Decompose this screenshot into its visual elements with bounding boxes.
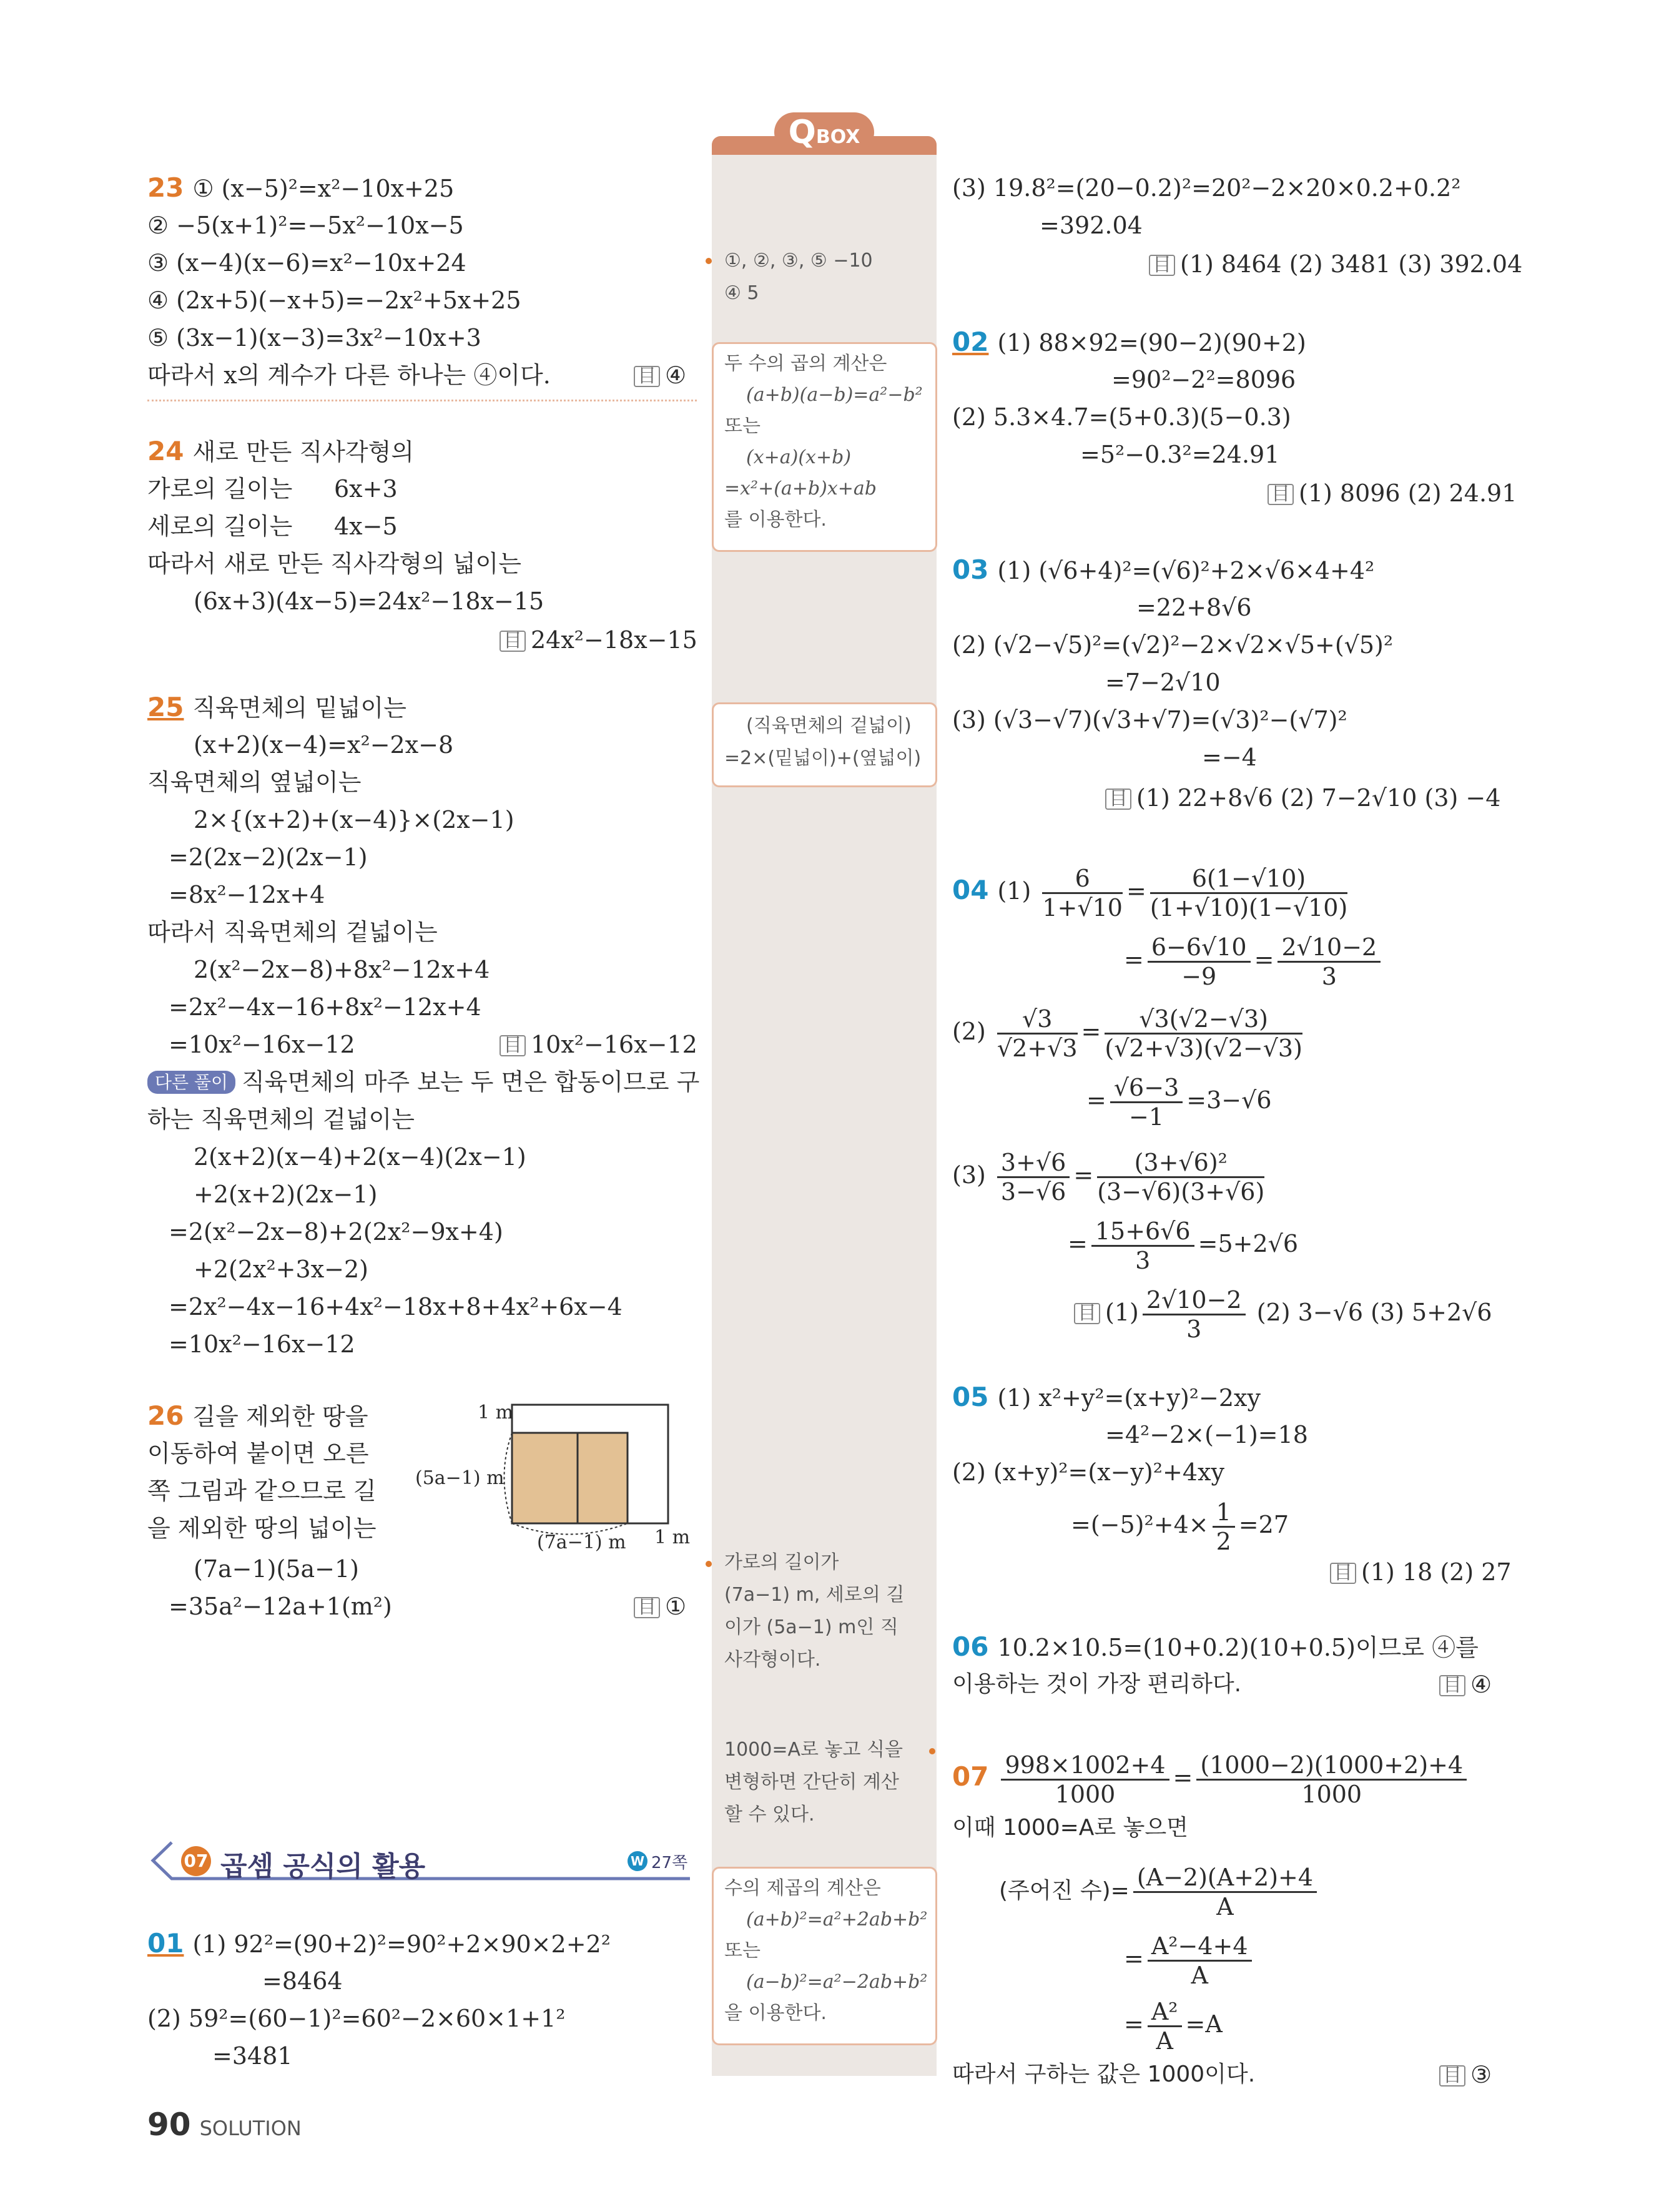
numerator: (3+√6)² bbox=[1097, 1149, 1264, 1178]
land-figure bbox=[412, 1398, 693, 1561]
answer-box-icon: 目 bbox=[1149, 255, 1175, 276]
tip-5-line-1: 1000=A로 놓고 식을 bbox=[724, 1739, 903, 1761]
numerator: 2√10−2 bbox=[1277, 933, 1381, 963]
tip-3-line-2: =2×(밑넓이)+(옆넓이) bbox=[724, 747, 922, 769]
numerator: 6(1−√10) bbox=[1150, 865, 1347, 894]
answer-box-icon: 目 bbox=[634, 1597, 660, 1618]
problem-24-text-1: 새로 만든 직사각형의 bbox=[192, 438, 414, 466]
tip-2-line-6: 를 이용한다. bbox=[724, 509, 827, 531]
problem-25-alt-eq-2: +2(x+2)(2x−1) bbox=[194, 1181, 378, 1208]
problem-number-23: 23 bbox=[147, 172, 184, 203]
problem-05-eq-2: =4²−2×(−1)=18 bbox=[1105, 1421, 1308, 1448]
denominator: 2 bbox=[1216, 1528, 1231, 1555]
problem-04-line-1: 04 (1) $\frac{6}{1+√10}$ = $\frac{6(1-√10)}{(1+√10)(1-√10)}$ bbox=[952, 865, 1348, 922]
numerator: (1000−2)(1000+2)+4 bbox=[1196, 1751, 1467, 1781]
denominator: √2+√3 bbox=[997, 1035, 1078, 1062]
problem-25-text-3: 따라서 직육면체의 겉넓이는 bbox=[147, 918, 438, 946]
tip-4-line-2: (7a−1) m, 세로의 길 bbox=[724, 1584, 905, 1606]
footer-label: SOLUTION bbox=[199, 2116, 302, 2140]
answer-box-icon: 目 bbox=[1439, 1675, 1465, 1696]
numerator: √3 bbox=[997, 1005, 1078, 1035]
problem-05-eq-3: (2) (x+y)²=(x−y)²+4xy bbox=[952, 1458, 1224, 1486]
problem-25-alt-eq-5: =2x²−4x−16+4x²−18x+8+4x²+6x−4 bbox=[169, 1293, 623, 1320]
problem-number-02: 02 bbox=[952, 327, 989, 357]
answer-box-icon: 目 bbox=[500, 631, 526, 652]
fraction bbox=[1133, 1864, 1317, 1920]
fraction bbox=[1143, 1286, 1246, 1343]
denominator: 1+√10 bbox=[1042, 894, 1123, 922]
tip-2-line-2: (a+b)(a−b)=a²−b² bbox=[746, 384, 923, 406]
fraction bbox=[1277, 933, 1381, 990]
numerator: 15+6√6 bbox=[1091, 1217, 1194, 1247]
tip-1-line-1: ①, ②, ③, ⑤ −10 bbox=[724, 250, 873, 272]
problem-07-eq-2 bbox=[999, 1864, 1321, 1920]
denominator: 3−√6 bbox=[1000, 1178, 1066, 1206]
problem-03-eq-2: =22+8√6 bbox=[1136, 594, 1252, 621]
numerator: 1 bbox=[1213, 1498, 1235, 1528]
answer-23-value: ④ bbox=[665, 361, 687, 389]
answer-04 bbox=[1074, 1286, 1492, 1343]
qbox-header bbox=[712, 112, 937, 156]
problem-04-result-2: =3−√6 bbox=[1186, 1086, 1272, 1114]
answer-box-icon: 目 bbox=[634, 366, 660, 387]
workbook-icon: W bbox=[628, 1851, 647, 1871]
answer-05-value: (1) 18 (2) 27 bbox=[1361, 1558, 1512, 1586]
fraction bbox=[1196, 1751, 1467, 1808]
problem-04-part-1: (1) bbox=[997, 877, 1031, 905]
width-label: (7a−1) m bbox=[537, 1531, 626, 1553]
problem-07-conclusion: 따라서 구하는 값은 1000이다. bbox=[952, 2062, 1256, 2087]
numerator: √3(√2−√3) bbox=[1105, 1005, 1302, 1035]
problem-01-eq-1: (1) 92²=(90+2)²=90²+2×90×2+2² bbox=[192, 1930, 611, 1958]
tip-2-line-4: (x+a)(x+b) bbox=[746, 446, 852, 468]
answer-01-value: (1) 8464 (2) 3481 (3) 392.04 bbox=[1180, 250, 1523, 278]
problem-04-eq-6: = $\frac{15+6√6}{3}$ =5+2√6 bbox=[1068, 1217, 1299, 1274]
problem-01-line-1 bbox=[147, 1929, 611, 1959]
fraction bbox=[1042, 865, 1123, 922]
fraction bbox=[1148, 933, 1251, 990]
answer-03-value: (1) 22+8√6 (2) 7−2√10 (3) −4 bbox=[1136, 784, 1501, 812]
problem-24-width-label: 가로의 길이는 bbox=[147, 475, 293, 503]
section-header bbox=[147, 1839, 696, 1882]
problem-02-eq-2: =90²−2²=8096 bbox=[1111, 366, 1296, 393]
road-label-right: 1 m bbox=[654, 1526, 691, 1548]
problem-01-eq-2: =8464 bbox=[262, 1967, 343, 1995]
height-label: (5a−1) m bbox=[415, 1467, 505, 1489]
problem-number-26: 26 bbox=[147, 1400, 184, 1431]
problem-23-item-5: ⑤ (3x−1)(x−3)=3x²−10x+3 bbox=[147, 324, 481, 351]
problem-02-eq-3: (2) 5.3×4.7=(5+0.3)(5−0.3) bbox=[952, 403, 1291, 431]
prev-01-eq-2: =392.04 bbox=[1040, 212, 1143, 239]
tip-4-line-4: 사각형이다. bbox=[724, 1649, 821, 1671]
denominator: 3 bbox=[1321, 963, 1337, 990]
problem-25-eq-2: 2×{(x+2)+(x−4)}×(2x−1) bbox=[194, 806, 514, 833]
answer-06-value: ④ bbox=[1470, 1671, 1492, 1698]
problem-number-07: 07 bbox=[952, 1761, 989, 1792]
numerator: 998×1002+4 bbox=[1001, 1751, 1169, 1781]
problem-25-eq-4: =8x²−12x+4 bbox=[169, 881, 325, 908]
problem-26-text-3: 쪽 그림과 같으므로 길 bbox=[147, 1477, 377, 1505]
answer-06 bbox=[1439, 1670, 1492, 1699]
fraction bbox=[1110, 1074, 1183, 1131]
problem-03-eq-6: =−4 bbox=[1202, 744, 1257, 771]
denominator: A bbox=[1216, 1893, 1234, 1920]
answer-24 bbox=[500, 626, 697, 654]
tip-5-line-2: 변형하면 간단히 계산 bbox=[724, 1771, 899, 1793]
problem-04-eq-4: = $\frac{√6-3}{-1}$ =3−√6 bbox=[1086, 1074, 1272, 1131]
problem-26-eq-2: =35a²−12a+1(m²) bbox=[169, 1593, 392, 1620]
problem-06-text-1: 10.2×10.5=(10+0.2)(10+0.5)이므로 ④를 bbox=[997, 1634, 1479, 1661]
tip-2-line-5: =x²+(a+b)x+ab bbox=[724, 478, 877, 499]
answer-box-icon: 目 bbox=[1074, 1303, 1100, 1324]
denominator: (√2+√3)(√2−√3) bbox=[1105, 1035, 1302, 1062]
problem-25-alt-eq-3: =2(x²−2x−8)+2(2x²−9x+4) bbox=[169, 1218, 503, 1246]
problem-number-03: 03 bbox=[952, 554, 989, 585]
problem-03-eq-3: (2) (√2−√5)²=(√2)²−2×√2×√5+(√5)² bbox=[952, 631, 1394, 659]
answer-03 bbox=[1105, 784, 1500, 812]
denominator: 3 bbox=[1135, 1247, 1151, 1274]
problem-24-text-2: 따라서 새로 만든 직사각형의 넓이는 bbox=[147, 550, 521, 578]
answer-box-icon: 目 bbox=[1439, 2065, 1465, 2087]
problem-25-alt-eq-1: 2(x+2)(x−4)+2(x−4)(2x−1) bbox=[194, 1143, 526, 1171]
problem-07-result: =A bbox=[1185, 2010, 1223, 2038]
problem-05-eq-4-right: =27 bbox=[1238, 1511, 1289, 1538]
numerator: 6 bbox=[1042, 865, 1123, 894]
problem-26-text-4: 을 제외한 땅의 넓이는 bbox=[147, 1515, 377, 1542]
denominator: −9 bbox=[1181, 963, 1217, 990]
answer-26 bbox=[634, 1592, 686, 1621]
fraction bbox=[997, 1149, 1070, 1206]
fraction bbox=[1105, 1005, 1302, 1062]
problem-25-alt-text-2: 하는 직육면체의 겉넓이는 bbox=[147, 1106, 415, 1133]
problem-01-eq-4: =3481 bbox=[212, 2042, 293, 2070]
tip-3-line-1: (직육면체의 겉넓이) bbox=[746, 715, 912, 737]
fraction bbox=[1091, 1217, 1194, 1274]
problem-23-item-1: ① (x−5)²=x²−10x+25 bbox=[192, 175, 455, 202]
land-right bbox=[578, 1433, 628, 1523]
answer-02 bbox=[1268, 479, 1517, 508]
numerator: √6−3 bbox=[1110, 1074, 1183, 1103]
problem-26-line-1 bbox=[147, 1402, 368, 1431]
tip-6-line-3: 또는 bbox=[724, 1940, 761, 1962]
problem-03-eq-4: =7−2√10 bbox=[1105, 669, 1221, 696]
answer-01 bbox=[1149, 250, 1522, 278]
fraction bbox=[1213, 1498, 1235, 1555]
problem-24-height-value: 4x−5 bbox=[334, 513, 398, 540]
problem-04-eq-2: = $\frac{6-6√10}{-9}$ = $\frac{2√10-2}{3}$ bbox=[1124, 933, 1384, 990]
section-number-badge: 07 bbox=[181, 1846, 211, 1876]
tip-6-line-4: (a−b)²=a²−2ab+b² bbox=[746, 1971, 928, 1993]
denominator: (1+√10)(1−√10) bbox=[1149, 894, 1348, 922]
problem-24-height-label: 세로의 길이는 bbox=[147, 513, 293, 540]
alt-solution-badge: 다른 풀이 bbox=[147, 1071, 235, 1094]
numerator: 2√10−2 bbox=[1143, 1286, 1246, 1315]
part-3-label: (3) bbox=[952, 1161, 986, 1189]
answer-box-icon: 目 bbox=[500, 1035, 526, 1056]
tip-6-line-5: 을 이용한다. bbox=[724, 2002, 827, 2024]
problem-number-04: 04 bbox=[952, 875, 989, 905]
answer-23 bbox=[634, 361, 686, 390]
problem-25-eq-7: =10x²−16x−12 bbox=[169, 1031, 355, 1058]
problem-05-eq-4 bbox=[1071, 1498, 1289, 1555]
problem-25-text-1: 직육면체의 밑넓이는 bbox=[192, 694, 406, 722]
answer-07 bbox=[1439, 2060, 1492, 2089]
footer bbox=[147, 2106, 302, 2143]
fraction bbox=[1150, 865, 1347, 922]
fraction bbox=[1097, 1149, 1264, 1206]
problem-25-eq-3: =2(2x−2)(2x−1) bbox=[169, 843, 368, 871]
problem-24-width-value: 6x+3 bbox=[334, 475, 398, 503]
problem-06-line-1 bbox=[952, 1633, 1479, 1662]
tip-1-line-2: ④ 5 bbox=[724, 282, 759, 304]
problem-03-eq-1: (1) (√6+4)²=(√6)²+2×√6×4+4² bbox=[997, 557, 1375, 584]
bullet-icon bbox=[706, 1561, 712, 1567]
problem-03-eq-5: (3) (√3−√7)(√3+√7)=(√3)²−(√7)² bbox=[952, 706, 1347, 734]
problem-25-alt-eq-4: +2(2x²+3x−2) bbox=[194, 1256, 368, 1283]
land-left bbox=[512, 1433, 578, 1523]
problem-25-alt-text-1: 직육면체의 마주 보는 두 면은 합동이므로 구 bbox=[242, 1068, 700, 1096]
answer-box-icon: 目 bbox=[1330, 1563, 1356, 1584]
problem-07-eq-4: = $\frac{\text{A²}}{A}$ =A bbox=[1124, 1998, 1223, 2055]
problem-07-line-1: 07 $\frac{998\times 1002+4}{1000}$ = $\frac{(1000-2)(1000+2)+4}{1000}$ bbox=[952, 1751, 1470, 1808]
tip-6-line-2: (a+b)²=a²+2ab+b² bbox=[746, 1909, 928, 1930]
answer-04-rest: (2) 3−√6 (3) 5+2√6 bbox=[1256, 1299, 1492, 1326]
problem-07-given: (주어진 수)= bbox=[999, 1878, 1130, 1904]
denominator: 3 bbox=[1186, 1315, 1202, 1343]
qbox-label: BOX bbox=[815, 126, 860, 148]
answer-04-label: (1) bbox=[1105, 1299, 1139, 1326]
numerator: 6−6√10 bbox=[1148, 933, 1251, 963]
tip-2-line-3: 또는 bbox=[724, 415, 761, 437]
qbox-badge bbox=[774, 112, 874, 152]
tip-4-line-1: 가로의 길이가 bbox=[724, 1551, 839, 1573]
problem-05-eq-1: (1) x²+y²=(x+y)²−2xy bbox=[997, 1384, 1261, 1412]
problem-02-line-1 bbox=[952, 328, 1306, 357]
divider bbox=[147, 400, 697, 401]
problem-25-line-1 bbox=[147, 693, 406, 722]
problem-25-alt-line bbox=[147, 1068, 699, 1097]
problem-24-equation: (6x+3)(4x−5)=24x²−18x−15 bbox=[194, 587, 544, 615]
height-arc bbox=[505, 1433, 513, 1523]
problem-07-text-1: 이때 1000=A로 놓으면 bbox=[952, 1815, 1188, 1841]
denominator: −1 bbox=[1129, 1103, 1164, 1131]
numerator: (A−2)(A+2)+4 bbox=[1133, 1864, 1317, 1893]
problem-26-text-2: 이동하여 붙이면 오른 bbox=[147, 1440, 369, 1467]
prev-01-eq-1: (3) 19.8²=(20−0.2)²=20²−2×20×0.2+0.2² bbox=[952, 174, 1461, 202]
problem-05-eq-4-left: =(−5)²+4× bbox=[1071, 1511, 1209, 1538]
tip-5-line-3: 할 수 있다. bbox=[724, 1804, 815, 1826]
fraction bbox=[1148, 1932, 1252, 1989]
problem-04-result-3: =5+2√6 bbox=[1198, 1230, 1299, 1257]
tip-6-line-1: 수의 제곱의 계산은 bbox=[724, 1877, 881, 1899]
answer-box-icon: 目 bbox=[1268, 484, 1294, 505]
answer-box-icon: 目 bbox=[1105, 789, 1131, 810]
problem-24-line-1 bbox=[147, 437, 414, 466]
answer-07-value: ③ bbox=[1470, 2061, 1492, 2088]
answer-02-value: (1) 8096 (2) 24.91 bbox=[1299, 479, 1517, 507]
tip-2-line-1: 두 수의 곱의 계산은 bbox=[724, 353, 887, 375]
problem-number-25: 25 bbox=[147, 692, 184, 722]
denominator: A bbox=[1156, 2027, 1173, 2055]
problem-number-05: 05 bbox=[952, 1382, 989, 1412]
problem-23-item-4: ④ (2x+5)(−x+5)=−2x²+5x+25 bbox=[147, 287, 521, 314]
numerator: A² bbox=[1148, 1998, 1182, 2027]
problem-number-24: 24 bbox=[147, 436, 184, 466]
problem-25-alt-eq-6: =10x²−16x−12 bbox=[169, 1330, 355, 1358]
problem-01-eq-3: (2) 59²=(60−1)²=60²−2×60×1+1² bbox=[147, 2005, 566, 2032]
problem-23-item-2: ② −5(x+1)²=−5x²−10x−5 bbox=[147, 212, 464, 239]
page-number: 90 bbox=[147, 2106, 191, 2143]
bullet-icon bbox=[706, 258, 712, 264]
fraction bbox=[1001, 1751, 1169, 1808]
problem-26-text-1: 길을 제외한 땅을 bbox=[192, 1403, 368, 1430]
denominator: (3−√6)(3+√6) bbox=[1097, 1178, 1265, 1206]
problem-23-line-1 bbox=[147, 174, 454, 203]
problem-number-06: 06 bbox=[952, 1631, 989, 1662]
problem-25-eq-5: 2(x²−2x−8)+8x²−12x+4 bbox=[194, 956, 490, 983]
denominator: 1000 bbox=[1301, 1781, 1362, 1808]
workbook-page: 27쪽 bbox=[651, 1854, 688, 1872]
problem-06-text-2: 이용하는 것이 가장 편리하다. bbox=[952, 1671, 1242, 1697]
numerator: 3+√6 bbox=[997, 1149, 1070, 1178]
problem-04-part-3: (3) $\frac{3+√6}{3-√6}$ = $\frac{\text{(3+√6)²}}{(3-√6)(3+√6)}$ bbox=[952, 1149, 1265, 1206]
problem-25-text-2: 직육면체의 옆넓이는 bbox=[147, 769, 362, 796]
fraction bbox=[1148, 1998, 1182, 2055]
problem-25-eq-6: =2x²−4x−16+8x²−12x+4 bbox=[169, 993, 481, 1021]
qbox-q: Q bbox=[788, 114, 816, 151]
denominator: A bbox=[1191, 1962, 1208, 1989]
problem-25-eq-1: (x+2)(x−4)=x²−2x−8 bbox=[194, 731, 454, 759]
denominator: 1000 bbox=[1055, 1781, 1116, 1808]
answer-24-value: 24x²−18x−15 bbox=[531, 626, 697, 654]
tip-4-line-3: 이가 (5a−1) m인 직 bbox=[724, 1616, 898, 1638]
part-2-label: (2) bbox=[952, 1018, 986, 1045]
answer-05 bbox=[1330, 1558, 1512, 1586]
problem-07-eq-3: = $\frac{\text{A²−4+4}}{A}$ bbox=[1124, 1932, 1256, 1989]
problem-02-eq-1: (1) 88×92=(90−2)(90+2) bbox=[997, 329, 1306, 356]
answer-25-value: 10x²−16x−12 bbox=[531, 1031, 697, 1058]
problem-26-eq-1: (7a−1)(5a−1) bbox=[194, 1555, 359, 1583]
problem-05-line-1 bbox=[952, 1383, 1261, 1412]
problem-02-eq-4: =5²−0.3²=24.91 bbox=[1080, 441, 1280, 468]
numerator: A²−4+4 bbox=[1148, 1932, 1252, 1962]
road-label-top: 1 m bbox=[478, 1402, 514, 1423]
fraction bbox=[997, 1005, 1078, 1062]
section-title: 곱셈 공식의 활용 bbox=[220, 1851, 426, 1882]
problem-23-conclusion: 따라서 x의 계수가 다른 하나는 ④이다. bbox=[147, 361, 551, 389]
problem-04-part-2: (2) $\frac{√3}{√2+√3}$ = $\frac{√3(√2-√3)}{(√2+√3)(√2-√3)}$ bbox=[952, 1005, 1302, 1062]
problem-23-item-3: ③ (x−4)(x−6)=x²−10x+24 bbox=[147, 249, 466, 277]
answer-26-value: ① bbox=[665, 1593, 687, 1620]
problem-number-01: 01 bbox=[147, 1928, 184, 1959]
bullet-icon bbox=[929, 1748, 935, 1754]
problem-03-line-1 bbox=[952, 556, 1374, 585]
answer-25 bbox=[500, 1030, 697, 1059]
